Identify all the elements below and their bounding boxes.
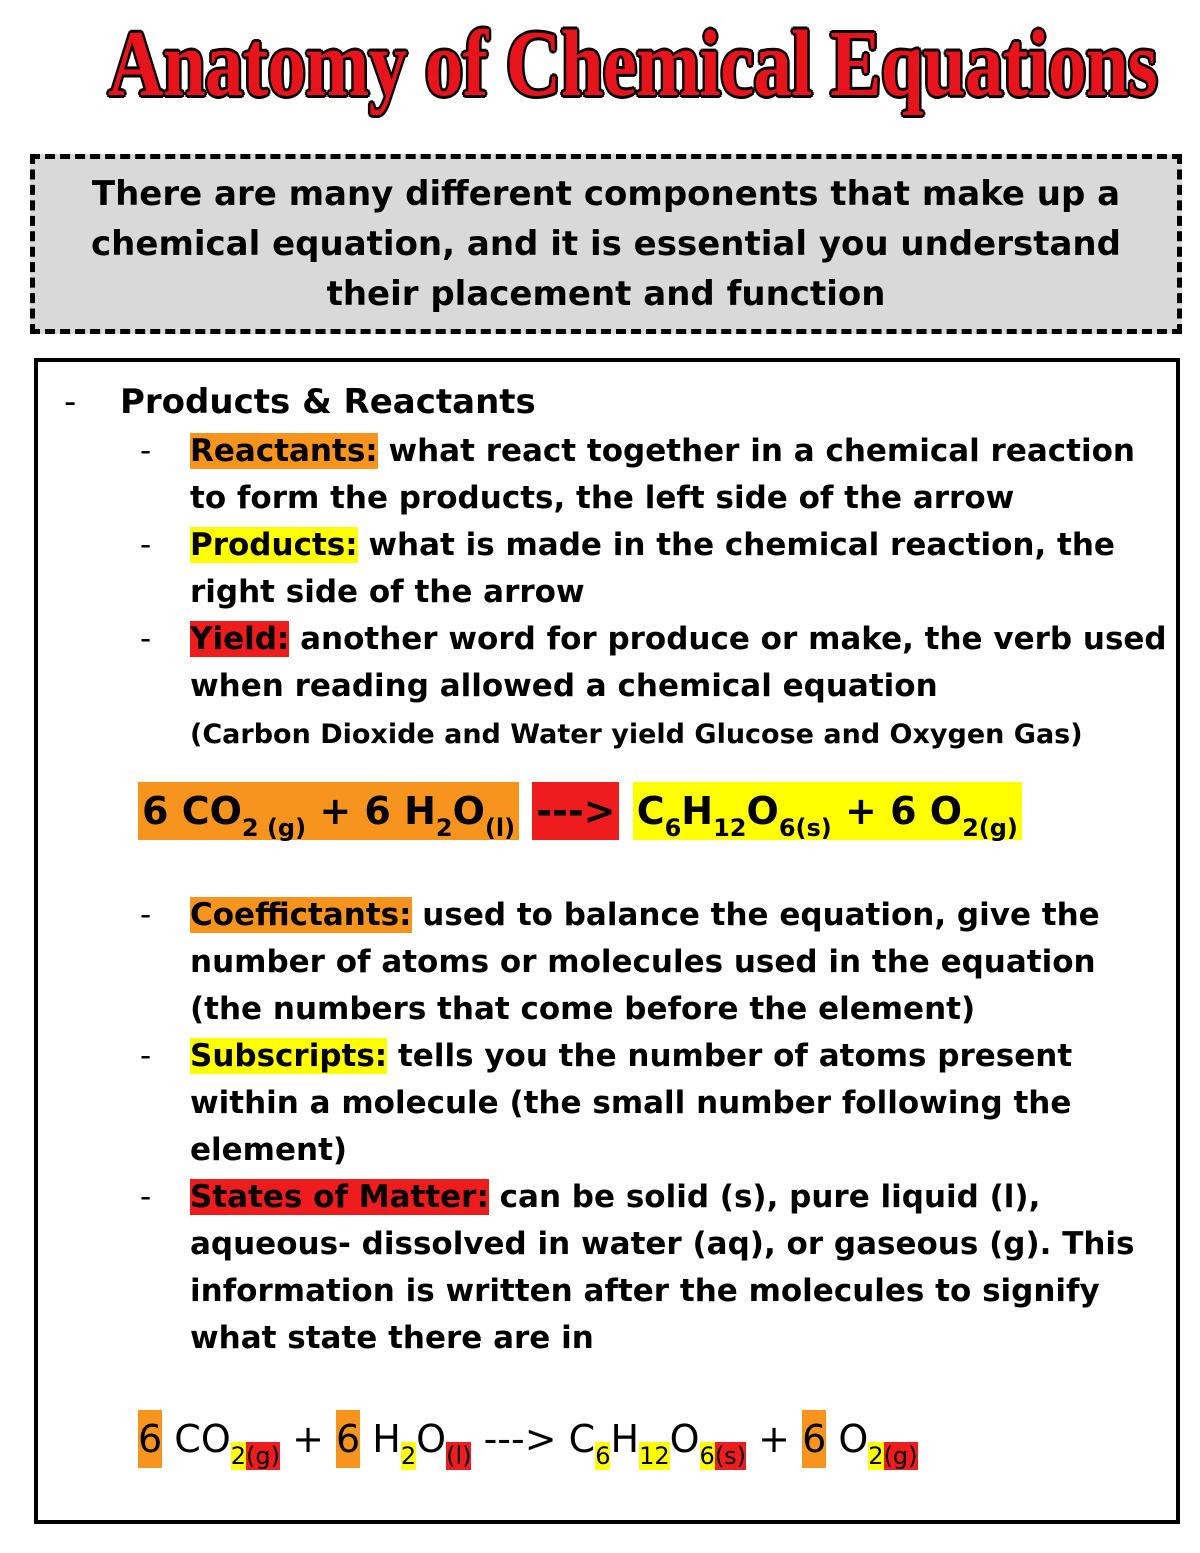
- state-chip: (g): [883, 1442, 918, 1470]
- subscript-chip: 12: [639, 1442, 670, 1470]
- desc-products: what is made in the chemical reaction, the right side of the arrow: [190, 527, 1115, 610]
- state-chip: (g): [246, 1442, 280, 1470]
- desc-coefficients: used to balance the equation, give the number of atoms or molecules used in the equation (the numbers that come before the element): [190, 897, 1100, 1027]
- section-heading: Products & Reactants: [120, 382, 536, 422]
- page-title: Anatomy of Chemical Equations: [108, 12, 1157, 116]
- coef-chip: 6: [336, 1410, 360, 1468]
- yield-arrow: --->: [532, 782, 619, 840]
- item-dash: -: [140, 527, 152, 563]
- equation-annotated: 6 $CO_{2(g)} + 6$ $H_2O_{(l)}$ ---> $C_6H_{12}O_{6(s)} + 6$ $O_{2(g)}$: [138, 1410, 918, 1468]
- intro-text: There are many different components that make up a chemical equation, and it is essential you understand their placement and function: [91, 174, 1121, 314]
- subscript-chip: 2: [868, 1442, 884, 1470]
- term-yield: Yield:: [190, 621, 290, 657]
- desc-yield: another word for produce or make, the verb used when reading allowed a chemical equation: [190, 621, 1167, 704]
- intro-box: [30, 154, 1182, 334]
- state-chip: (l): [446, 1442, 472, 1470]
- term-states: States of Matter:: [190, 1179, 489, 1215]
- reactants-block: 6 $CO_{2 (g)} + 6$ $H_2O_{(l)}$: [138, 782, 519, 840]
- desc-reactants: what react together in a chemical reaction to form the products, the left side of the arrow: [190, 433, 1135, 516]
- item-dash: -: [140, 897, 152, 933]
- item-dash: -: [140, 433, 152, 469]
- term-subscripts: Subscripts:: [190, 1038, 388, 1074]
- state-chip: (s): [714, 1442, 747, 1470]
- subscript-chip: 2: [230, 1442, 247, 1470]
- item-dash: -: [140, 1179, 152, 1215]
- arrow: --->: [483, 1417, 557, 1461]
- term-reactants: Reactants:: [190, 433, 378, 469]
- subscript-chip: 6: [699, 1442, 715, 1470]
- term-coefficients: Coeffictants:: [190, 897, 412, 933]
- item-dash: -: [140, 1038, 152, 1074]
- equation-highlighted: [138, 782, 1022, 840]
- desc-states: can be solid (s), pure liquid (l), aqueous- dissolved in water (aq), or gaseous (g). This information is written after the molecules to signify what state there are in: [190, 1179, 1135, 1356]
- coef-chip: 6: [802, 1410, 826, 1468]
- subscript-chip: 2: [400, 1442, 417, 1470]
- coef-chip: 6: [138, 1410, 162, 1468]
- section-bullet: -: [64, 382, 77, 422]
- desc-subscripts: tells you the number of atoms present within a molecule (the small number following the element): [190, 1038, 1073, 1168]
- item-dash: -: [140, 621, 152, 657]
- term-products: Products:: [190, 527, 358, 563]
- subscript-chip: 6: [595, 1442, 611, 1470]
- yield-example: (Carbon Dioxide and Water yield Glucose and Oxygen Gas): [190, 719, 1083, 750]
- products-block: $C_6H_{12}O_{6(s)} + 6$ $O_{2(g)}$: [633, 782, 1022, 840]
